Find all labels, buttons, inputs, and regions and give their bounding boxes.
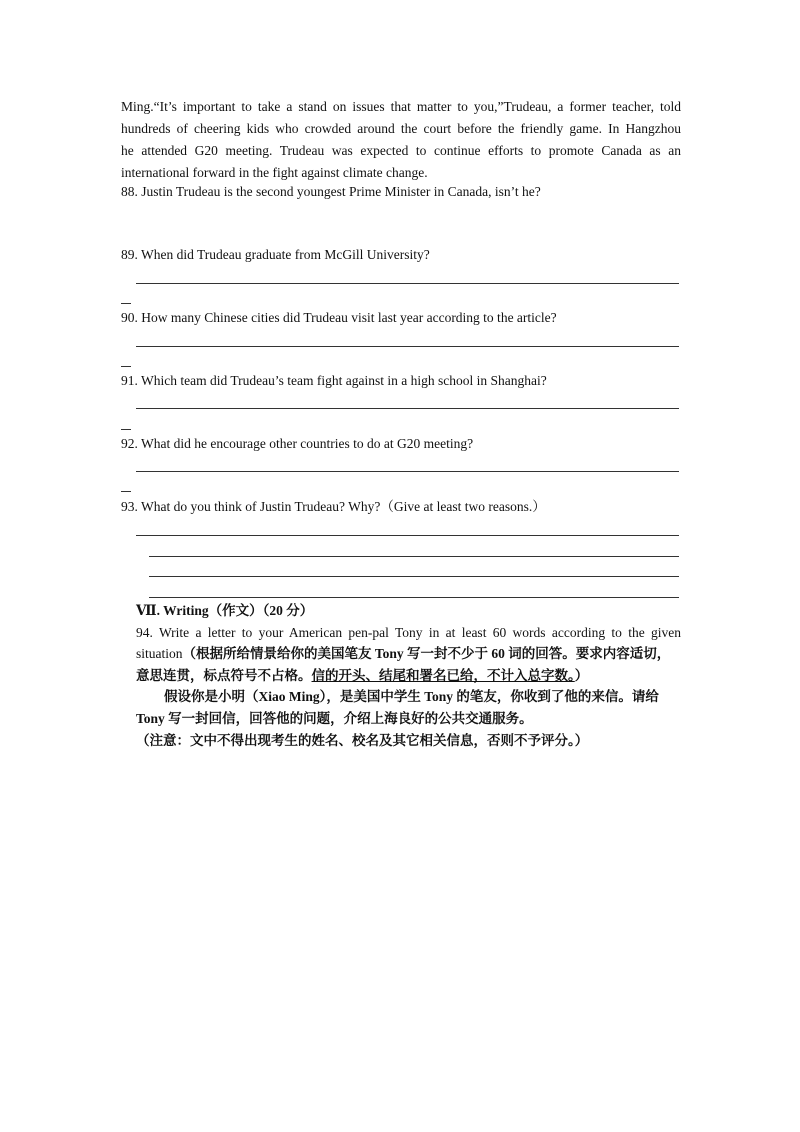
writing-situation-line-1: 假设你是小明（Xiao Ming），是美国中学生 Tony 的笔友，你收到了他的来信。请给 — [164, 689, 659, 704]
writing-prompt-requirements: （根据所给情景给你的美国笔友 Tony 写一封不少于 60 词的回答。要求内容适切， — [182, 646, 671, 661]
passage-line-4: international forward in the fight against climate change. — [121, 165, 428, 180]
answer-line-92[interactable] — [136, 471, 679, 472]
writing-prompt-line-3 — [136, 666, 681, 686]
question-92: 92. What did he encourage other countries to do at G20 meeting? — [121, 436, 474, 451]
answer-line-92-end — [121, 491, 131, 492]
writing-prompt-line-2 — [136, 644, 681, 664]
answer-line-90[interactable] — [136, 346, 679, 347]
writing-heading: Ⅶ. Writing（作文）（20 分） — [136, 603, 314, 618]
writing-note: （注意：文中不得出现考生的姓名、校名及其它相关信息，否则不予评分。） — [136, 733, 589, 748]
writing-prompt-close-paren: ） — [574, 668, 589, 683]
passage-line-2: hundreds of cheering kids who crowded around the court before the friendly game. In Hangzhou — [121, 121, 681, 136]
writing-prompt-situation: situation — [136, 646, 183, 661]
writing-prompt-line-1: 94. Write a letter to your American pen-pal Tony in at least 60 words according to the given — [136, 625, 681, 640]
writing-prompt-letter-format: 信的开头、结尾和署名已给，不计入总字数。 — [311, 668, 575, 683]
answer-line-93-2[interactable] — [149, 556, 679, 557]
answer-line-93-3[interactable] — [149, 576, 679, 577]
passage-line-3: he attended G20 meeting. Trudeau was expected to continue efforts to promote Canada as an — [121, 143, 681, 158]
question-88: 88. Justin Trudeau is the second youngest Prime Minister in Canada, isn’t he? — [121, 184, 541, 199]
passage-line-1: Ming.“It’s important to take a stand on issues that matter to you,”Trudeau, a former teacher, told — [121, 99, 681, 114]
question-90: 90. How many Chinese cities did Trudeau visit last year according to the article? — [121, 310, 557, 325]
answer-line-91[interactable] — [136, 408, 679, 409]
answer-line-89-end — [121, 303, 131, 304]
question-91: 91. Which team did Trudeau’s team fight against in a high school in Shanghai? — [121, 373, 547, 388]
question-89: 89. When did Trudeau graduate from McGill University? — [121, 247, 430, 262]
question-93: 93. What do you think of Justin Trudeau? Why?（Give at least two reasons.） — [121, 499, 546, 514]
answer-line-93-4[interactable] — [149, 597, 679, 598]
writing-situation-line-2: Tony 写一封回信，回答他的问题，介绍上海良好的公共交通服务。 — [136, 711, 533, 726]
answer-line-93-1[interactable] — [136, 535, 679, 536]
answer-line-90-end — [121, 366, 131, 367]
answer-line-89[interactable] — [136, 283, 679, 284]
answer-line-91-end — [121, 429, 131, 430]
writing-prompt-coherence: 意思连贯，标点符号不占格。 — [136, 668, 312, 683]
